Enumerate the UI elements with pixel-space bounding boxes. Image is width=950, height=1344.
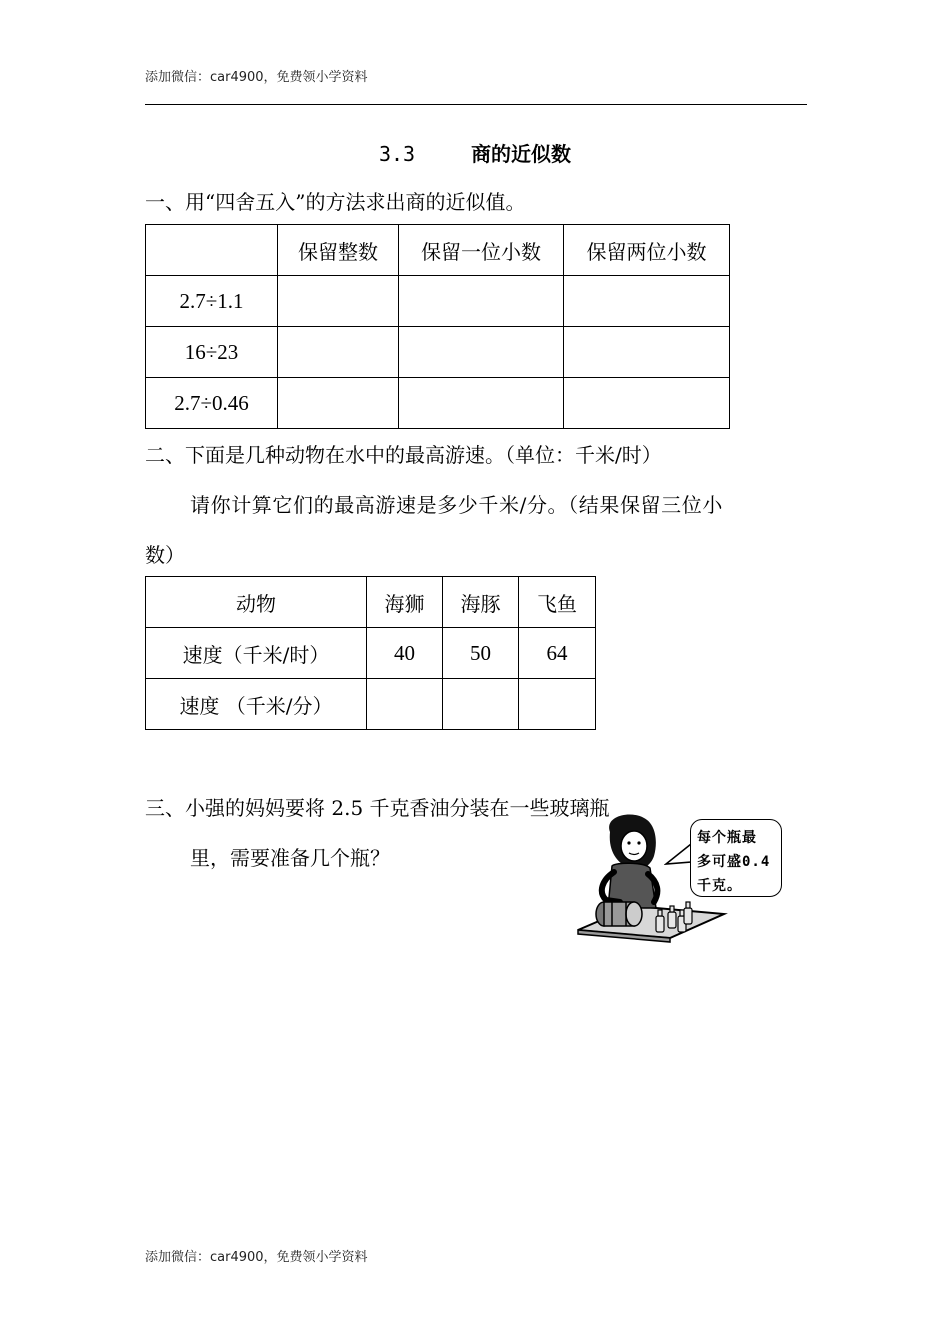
question-2-line-3: 数） xyxy=(145,543,185,567)
table-row xyxy=(146,679,596,730)
table-row xyxy=(146,378,730,429)
question-3-line-2: 里，需要准备几个瓶？ xyxy=(190,846,390,870)
bubble-line-2: 多可盛0.4 xyxy=(697,854,771,870)
speed-value: 64 xyxy=(519,628,596,679)
answer-cell[interactable] xyxy=(278,276,399,327)
header-text: 添加微信：car4900，免费领小学资料 xyxy=(145,70,368,85)
answer-cell[interactable] xyxy=(399,378,564,429)
answer-cell[interactable] xyxy=(367,679,443,730)
question-2-line-2: 请你计算它们的最高游速是多少千米/分。（结果保留三位小 xyxy=(190,493,723,517)
section-number: 3.3 xyxy=(378,142,416,166)
header-cell-integer: 保留整数 xyxy=(278,225,399,276)
answer-cell[interactable] xyxy=(278,327,399,378)
answer-cell[interactable] xyxy=(443,679,519,730)
expression-cell: 2.7÷0.46 xyxy=(146,378,278,429)
answer-cell[interactable] xyxy=(278,378,399,429)
table-row xyxy=(146,327,730,378)
section-title: 商的近似数 xyxy=(471,142,572,166)
answer-cell[interactable] xyxy=(564,327,730,378)
table-header-row xyxy=(146,225,730,276)
footer-text: 添加微信：car4900，免费领小学资料 xyxy=(145,1250,368,1265)
header-cell-sea-lion: 海狮 xyxy=(367,577,443,628)
table-header-row xyxy=(146,577,596,628)
header-divider xyxy=(145,104,807,105)
expression-cell: 2.7÷1.1 xyxy=(146,276,278,327)
header-cell-blank xyxy=(146,225,278,276)
speed-table xyxy=(145,576,596,730)
speech-bubble-text xyxy=(697,826,781,898)
header-cell-animal: 动物 xyxy=(146,577,367,628)
page-title xyxy=(0,138,950,167)
row-label-km-per-minute: 速度 （千米/分） xyxy=(146,679,367,730)
question-3-line-1: 三、小强的妈妈要将 2.5 千克香油分装在一些玻璃瓶 xyxy=(145,796,610,820)
header-cell-dolphin: 海豚 xyxy=(443,577,519,628)
table-row xyxy=(146,628,596,679)
bubble-line-1: 每个瓶最 xyxy=(697,830,757,846)
question-1-prompt: 一、用“四舍五入”的方法求出商的近似值。 xyxy=(145,190,526,214)
question-2-line-1: 二、下面是几种动物在水中的最高游速。（单位：千米/时） xyxy=(145,443,662,467)
answer-cell[interactable] xyxy=(399,327,564,378)
answer-cell[interactable] xyxy=(564,276,730,327)
quotient-table xyxy=(145,224,730,429)
answer-cell[interactable] xyxy=(399,276,564,327)
header-cell-two-decimal: 保留两位小数 xyxy=(564,225,730,276)
speed-value: 40 xyxy=(367,628,443,679)
answer-cell[interactable] xyxy=(519,679,596,730)
speed-value: 50 xyxy=(443,628,519,679)
answer-cell[interactable] xyxy=(564,378,730,429)
row-label-km-per-hour: 速度（千米/时） xyxy=(146,628,367,679)
header-cell-one-decimal: 保留一位小数 xyxy=(399,225,564,276)
table-row xyxy=(146,276,730,327)
expression-cell: 16÷23 xyxy=(146,327,278,378)
header-cell-flying-fish: 飞鱼 xyxy=(519,577,596,628)
bubble-line-3: 千克。 xyxy=(697,878,742,894)
